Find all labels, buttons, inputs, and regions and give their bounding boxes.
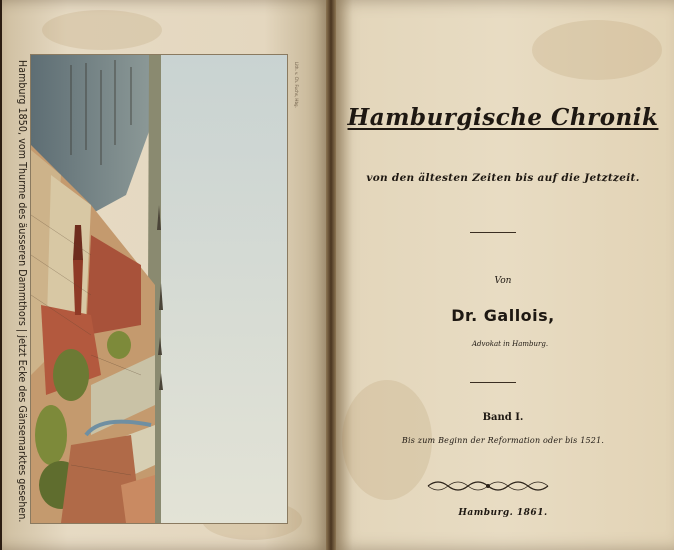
divider-rule xyxy=(470,382,516,383)
book-subtitle: von den ältesten Zeiten bis auf die Jetztzeit. xyxy=(366,172,640,184)
author-name: Dr. Gallois, xyxy=(451,306,555,325)
volume-label: Band I. xyxy=(482,412,524,423)
book-gutter xyxy=(326,0,336,550)
imprint: Hamburg. 1861. xyxy=(458,508,548,518)
frontispiece-lithograph xyxy=(30,54,288,524)
volume-scope: Bis zum Beginn der Reformation oder bis 1521. xyxy=(401,436,605,445)
author-role: Advokat in Hamburg. xyxy=(472,340,549,348)
paper-stain xyxy=(532,20,662,80)
right-page xyxy=(332,0,674,550)
book-title: Hamburgische Chronik xyxy=(347,104,659,131)
city-view-illustration xyxy=(31,55,287,523)
decorative-flourish-icon xyxy=(424,476,552,496)
plate-caption: Hamburg 1850, vom Thurme des äusseren Dammthors | jetzt Ecke des Gänsemarktes gesehen. xyxy=(16,60,28,523)
paper-stain xyxy=(42,10,162,50)
divider-rule xyxy=(470,232,516,233)
plate-note: Lith. v. Ch. Fuchs, Hbg. xyxy=(294,62,299,108)
by-line: Von xyxy=(494,276,512,286)
